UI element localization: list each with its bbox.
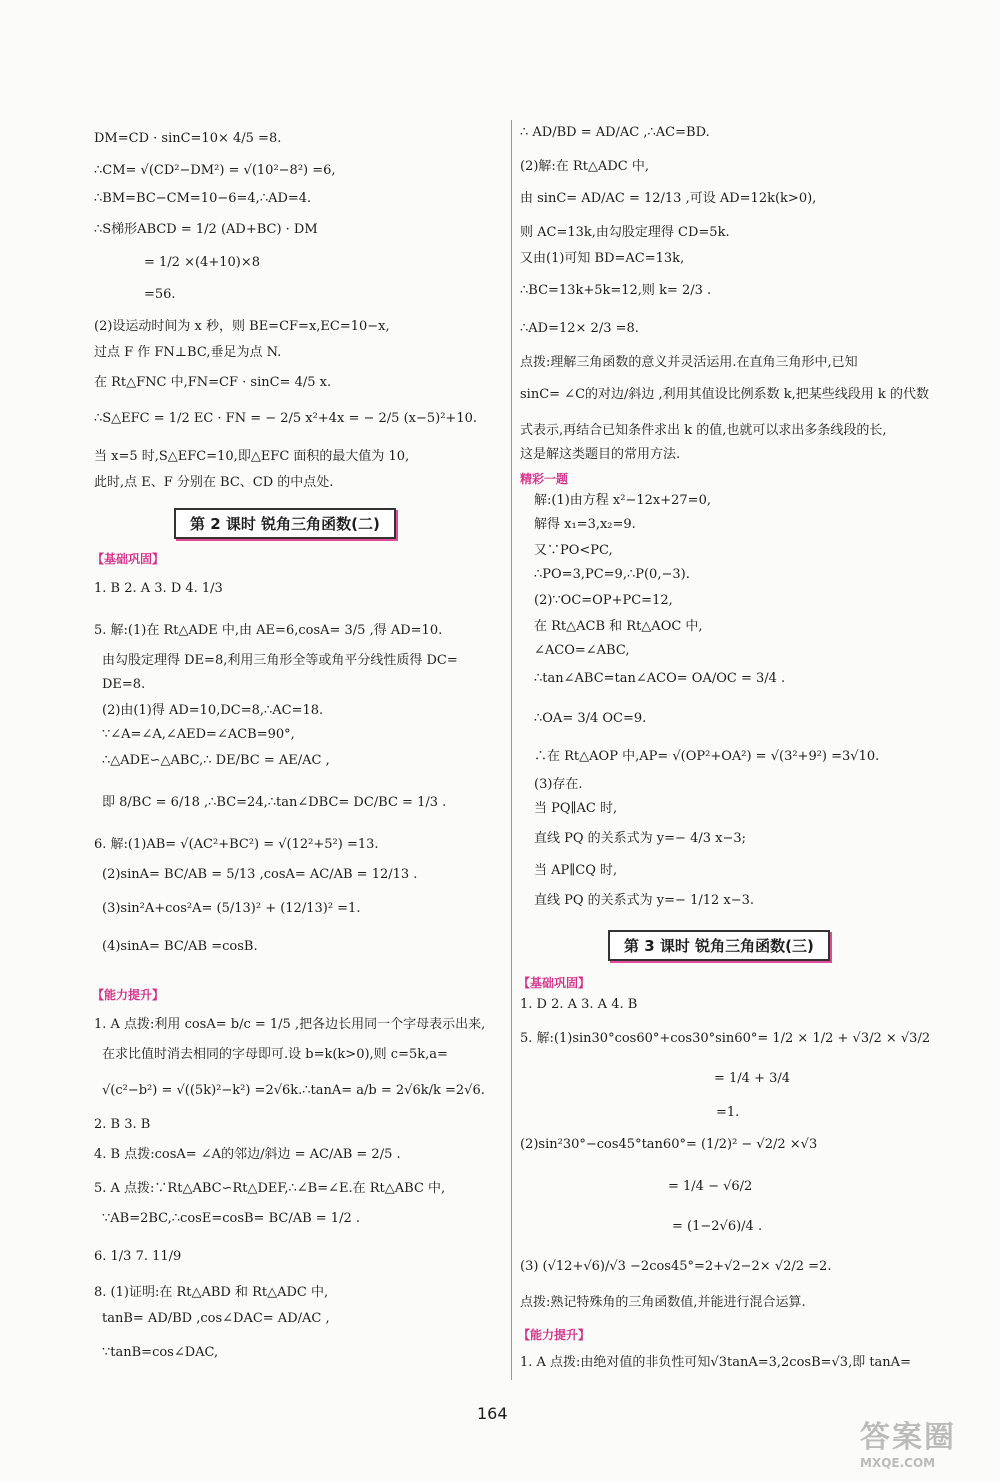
section-title-lesson-3: 第 3 课时 锐角三角函数(三) bbox=[608, 930, 830, 961]
solution-line: 6. 1/3 7. 11/9 bbox=[94, 1249, 182, 1264]
watermark bbox=[860, 1412, 990, 1474]
solution-line: 又由(1)可知 BD=AC=13k, bbox=[520, 251, 685, 266]
watermark-url: MXQE.COM bbox=[860, 1456, 936, 1470]
solution-line: =56. bbox=[144, 287, 176, 302]
solution-line: (2)sinA= BC/AB = 5/13 ,cosA= AC/AB = 12/13 . bbox=[102, 867, 418, 882]
solution-line: = 1/4 − √6/2 bbox=[668, 1179, 753, 1194]
solution-line: ∴CM= √(CD²−DM²) = √(10²−8²) =6, bbox=[94, 163, 336, 178]
solution-line: ∴S△EFC = 1/2 EC · FN = − 2/5 x²+4x = − 2/5 (x−5)²+10. bbox=[94, 411, 477, 426]
solution-line: (3)存在. bbox=[534, 777, 583, 792]
solution-line: 当 PQ∥AC 时, bbox=[534, 801, 618, 816]
solution-line: 直线 PQ 的关系式为 y=− 4/3 x−3; bbox=[534, 831, 746, 846]
tag-highlight-problem: 精彩一题 bbox=[520, 472, 569, 486]
solution-line: ∵∠A=∠A,∠AED=∠ACB=90°, bbox=[102, 727, 295, 742]
solution-line: 当 AP∥CQ 时, bbox=[534, 863, 618, 878]
watermark-logo: 答案圈 bbox=[860, 1420, 956, 1455]
solution-line: ∴S梯形ABCD = 1/2 (AD+BC) · DM bbox=[94, 222, 318, 237]
column-divider bbox=[511, 120, 512, 1380]
solution-line: ∴OA= 3/4 OC=9. bbox=[534, 711, 647, 726]
solution-line: (3) (√12+√6)/√3 −2cos45°=2+√2−2× √2/2 =2. bbox=[520, 1259, 832, 1274]
solution-line: = 1/2 ×(4+10)×8 bbox=[144, 255, 260, 270]
solution-line: 1. B 2. A 3. D 4. 1/3 bbox=[94, 581, 223, 596]
solution-line: 此时,点 E、F 分别在 BC、CD 的中点处. bbox=[94, 475, 334, 490]
tag-ability-improvement: 【能力提升】 bbox=[92, 988, 165, 1002]
solution-line: 2. B 3. B bbox=[94, 1117, 151, 1132]
solution-line: (2)由(1)得 AD=10,DC=8,∴AC=18. bbox=[102, 703, 324, 718]
solution-line: 又∵PO<PC, bbox=[534, 543, 613, 558]
tag-ability-improvement: 【能力提升】 bbox=[518, 1328, 591, 1342]
solution-line: 1. A 点拨:利用 cosA= b/c = 1/5 ,把各边长用同一个字母表示出来, bbox=[94, 1017, 486, 1032]
solution-line: = (1−2√6)/4 . bbox=[672, 1219, 763, 1234]
solution-line: ∵AB=2BC,∴cosE=cosB= BC/AB = 1/2 . bbox=[102, 1211, 360, 1226]
solution-line: 点拨:熟记特殊角的三角函数值,并能进行混合运算. bbox=[520, 1295, 806, 1310]
solution-line: ∴BC=13k+5k=12,则 k= 2/3 . bbox=[520, 283, 712, 298]
solution-line: ∴在 Rt△AOP 中,AP= √(OP²+OA²) = √(3²+9²) =3√10. bbox=[534, 749, 880, 764]
solution-line: 6. 解:(1)AB= √(AC²+BC²) = √(12²+5²) =13. bbox=[94, 837, 379, 852]
solution-line: ∠ACO=∠ABC, bbox=[534, 643, 630, 658]
solution-line: (2)sin²30°−cos45°tan60°= (1/2)² − √2/2 ×√3 bbox=[520, 1137, 818, 1152]
solution-line: ∴tan∠ABC=tan∠ACO= OA/OC = 3/4 . bbox=[534, 671, 786, 686]
solution-line: 5. 解:(1)sin30°cos60°+cos30°sin60°= 1/2 × 1/2 + √3/2 × √3/2 bbox=[520, 1031, 931, 1046]
solution-line: 5. 解:(1)在 Rt△ADE 中,由 AE=6,cosA= 3/5 ,得 AD=10. bbox=[94, 623, 443, 638]
solution-line: (2)解:在 Rt△ADC 中, bbox=[520, 159, 649, 174]
solution-line: ∵tanB=cos∠DAC, bbox=[102, 1345, 219, 1360]
solution-line: DE=8. bbox=[102, 677, 146, 692]
tag-basic-consolidation: 【基础巩固】 bbox=[92, 552, 165, 566]
page-number: 164 bbox=[477, 1404, 508, 1423]
solution-line: 这是解这类题目的常用方法. bbox=[520, 447, 681, 462]
solution-line: 解得 x₁=3,x₂=9. bbox=[534, 517, 636, 532]
solution-line: 解:(1)由方程 x²−12x+27=0, bbox=[534, 493, 711, 508]
solution-line: 式表示,再结合已知条件求出 k 的值,也就可以求出多条线段的长, bbox=[520, 423, 887, 438]
solution-line: DM=CD · sinC=10× 4/5 =8. bbox=[94, 131, 282, 146]
solution-line: = 1/4 + 3/4 bbox=[714, 1071, 791, 1086]
solution-line: (3)sin²A+cos²A= (5/13)² + (12/13)² =1. bbox=[102, 901, 361, 916]
section-title-lesson-2: 第 2 课时 锐角三角函数(二) bbox=[174, 508, 396, 539]
solution-line: ∴ AD/BD = AD/AC ,∴AC=BD. bbox=[520, 125, 710, 140]
solution-line: 在求比值时消去相同的字母即可.设 b=k(k>0),则 c=5k,a= bbox=[102, 1047, 448, 1062]
solution-line: ∴BM=BC−CM=10−6=4,∴AD=4. bbox=[94, 191, 312, 206]
solution-line: (4)sinA= BC/AB =cosB. bbox=[102, 939, 258, 954]
solution-line: 在 Rt△FNC 中,FN=CF · sinC= 4/5 x. bbox=[94, 375, 332, 390]
solution-line: 即 8/BC = 6/18 ,∴BC=24,∴tan∠DBC= DC/BC = 1/3 . bbox=[102, 795, 447, 810]
solution-line: 在 Rt△ACB 和 Rt△AOC 中, bbox=[534, 619, 703, 634]
solution-line: (2)∵OC=OP+PC=12, bbox=[534, 593, 673, 608]
solution-line: =1. bbox=[716, 1105, 740, 1120]
solution-line: sinC= ∠C的对边/斜边 ,利用其值设比例系数 k,把某些线段用 k 的代数 bbox=[520, 387, 929, 402]
solution-line: tanB= AD/BD ,cos∠DAC= AD/AC , bbox=[102, 1311, 330, 1326]
solution-line: 当 x=5 时,S△EFC=10,即△EFC 面积的最大值为 10, bbox=[94, 449, 410, 464]
solution-line: 1. D 2. A 3. A 4. B bbox=[520, 997, 638, 1012]
solution-line: 1. A 点拨:由绝对值的非负性可知√3tanA=3,2cosB=√3,即 tanA= bbox=[520, 1355, 911, 1370]
tag-basic-consolidation: 【基础巩固】 bbox=[518, 976, 591, 990]
solution-line: 则 AC=13k,由勾股定理得 CD=5k. bbox=[520, 225, 730, 240]
solution-line: ∴PO=3,PC=9,∴P(0,−3). bbox=[534, 567, 690, 582]
solution-line: 直线 PQ 的关系式为 y=− 1/12 x−3. bbox=[534, 893, 755, 908]
solution-line: 由 sinC= AD/AC = 12/13 ,可设 AD=12k(k>0), bbox=[520, 191, 817, 206]
solution-line: 5. A 点拨:∵Rt△ABC∽Rt△DEF,∴∠B=∠E.在 Rt△ABC 中, bbox=[94, 1181, 446, 1196]
solution-line: 过点 F 作 FN⊥BC,垂足为点 N. bbox=[94, 345, 282, 360]
solution-line: 由勾股定理得 DE=8,利用三角形全等或角平分线性质得 DC= bbox=[102, 653, 458, 668]
solution-line: 点拨:理解三角函数的意义并灵活运用.在直角三角形中,已知 bbox=[520, 355, 858, 370]
solution-line: ∴△ADE∽△ABC,∴ DE/BC = AE/AC , bbox=[102, 753, 330, 768]
solution-line: 4. B 点拨:cosA= ∠A的邻边/斜边 = AC/AB = 2/5 . bbox=[94, 1147, 401, 1162]
solution-line: 8. (1)证明:在 Rt△ABD 和 Rt△ADC 中, bbox=[94, 1285, 329, 1300]
solution-line: ∴AD=12× 2/3 =8. bbox=[520, 321, 639, 336]
solution-line: (2)设运动时间为 x 秒，则 BE=CF=x,EC=10−x, bbox=[94, 319, 390, 334]
solution-line: √(c²−b²) = √((5k)²−k²) =2√6k.∴tanA= a/b = 2√6k/k =2√6. bbox=[102, 1083, 485, 1098]
